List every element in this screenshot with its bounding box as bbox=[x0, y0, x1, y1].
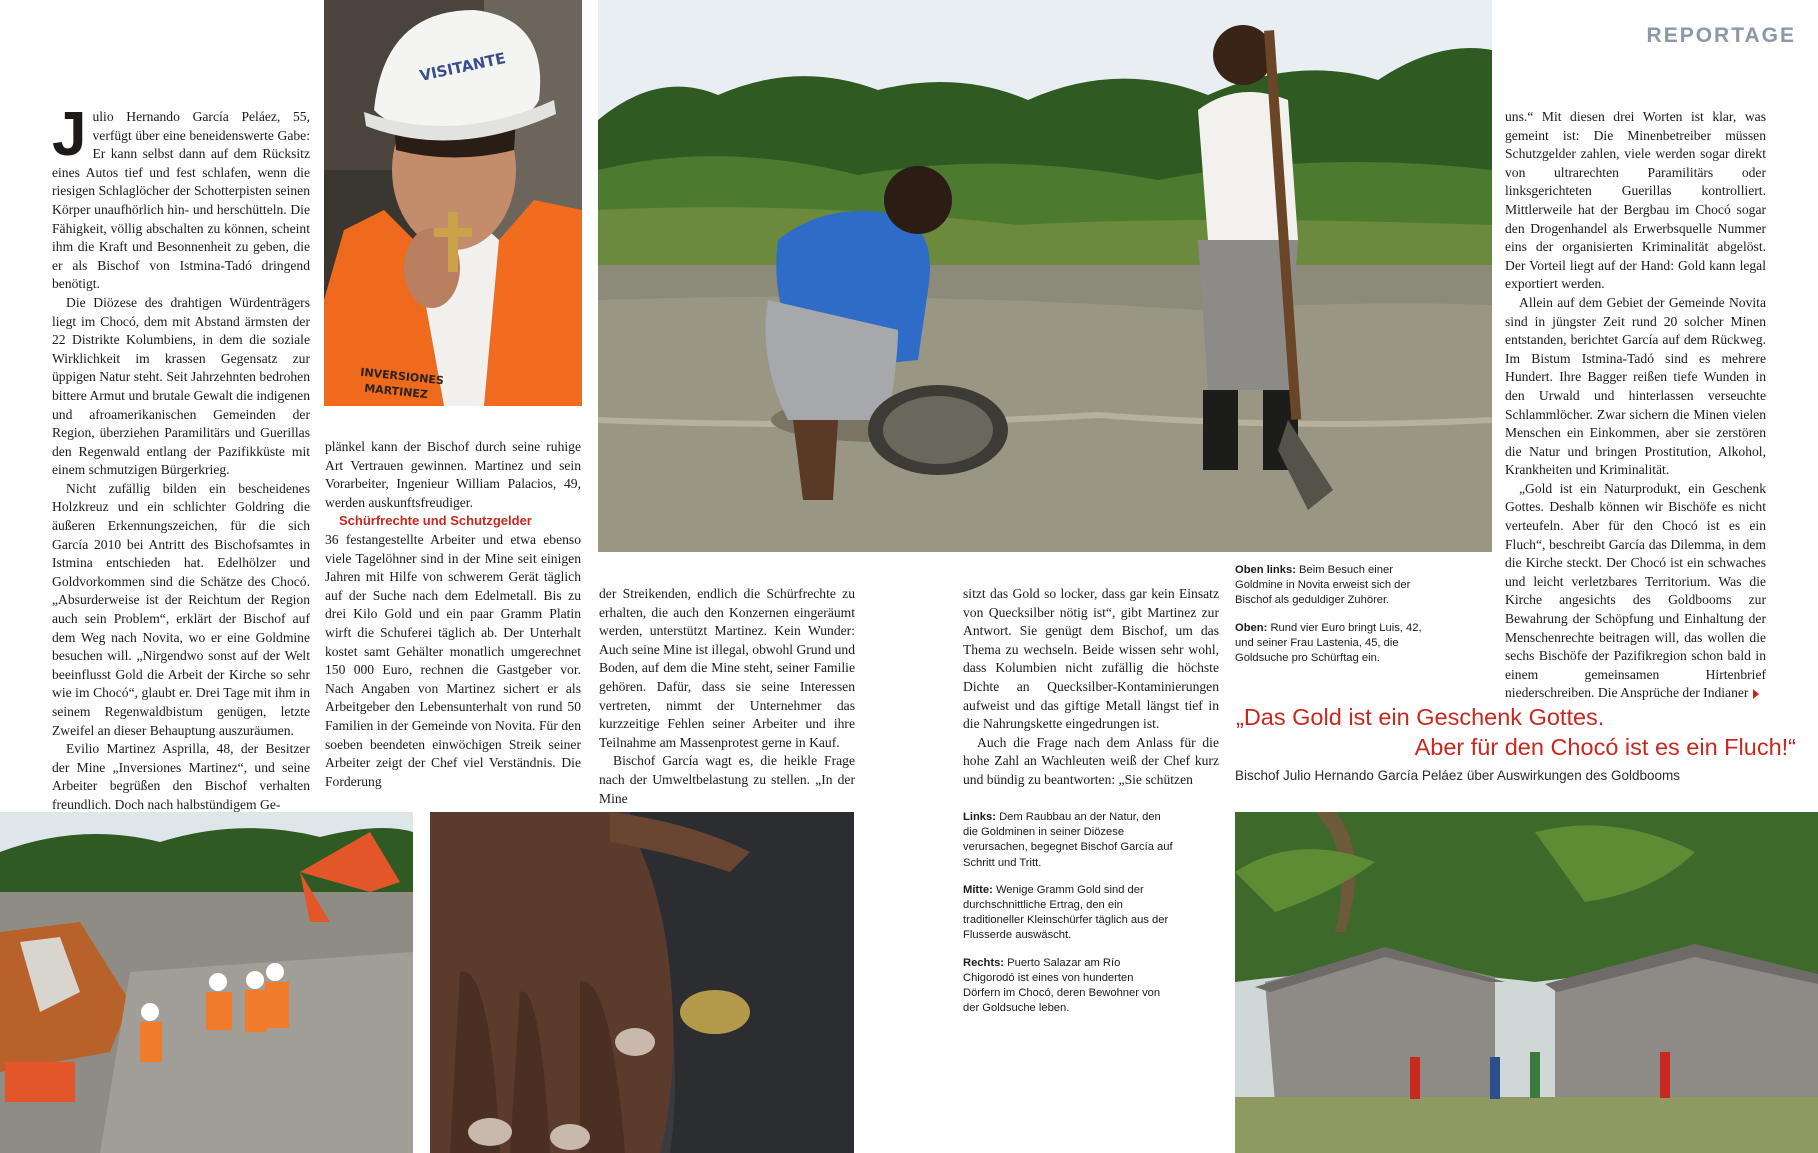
caption-item: Rechts: Puerto Salazar am Río Chigorodó ist eines von hunderten Dörfern im Chocó, deren Bewohner von der Goldsuche leben. bbox=[963, 956, 1161, 1015]
bishop-portrait-image bbox=[324, 0, 582, 406]
article-paragraph: Evilio Martinez Asprilla, 48, der Besitzer der Mine „Inversiones Martinez“, und seine Arbeiter begrüßen den Bischof verhalten freundlich. Doch nach halbstündigem Ge- bbox=[52, 741, 310, 812]
caption-item: Mitte: Wenige Gramm Gold sind der durchschnittliche Ertrag, den ein traditioneller Kleinschürfer täglich aus der Flusserde auswäscht. bbox=[963, 883, 1169, 942]
article-column-4 bbox=[963, 585, 1219, 790]
caption-item: Oben: Rund vier Euro bringt Luis, 42, und seiner Frau Lastenia, 45, die Goldsuche pro Schürftag ein. bbox=[1235, 621, 1422, 665]
river-panning-image bbox=[598, 0, 1492, 552]
article-paragraph: Nicht zufällig bilden ein bescheidenes Holzkreuz und ein schlichter Goldring die äußeren Erkennungszeichen, für die sich García 2010 bei Antritt des Bischofsamtes in Istmina entschieden hat. Edelhölzer und Goldvorkommen sind die Schätze des Chocó. „Absurderweise ist der Reichtum der Region auch sein Problem“, erklärt der Bischof auf dem Weg nach Novita, wo er eine Goldmine besuchen will. „Nirgendwo sonst auf der Welt beeinflusst Gold die Arbeit der Kirche so sehr wie im Chocó“, glaubt er. Drei Tage mit ihm in seinem Regenwaldbistum genügen, letzte Zweifel an dieser Behauptung auszuräumen. bbox=[52, 480, 310, 738]
caption-item: Oben links: Beim Besuch einer Goldmine in Novita erweist sich der Bischof als geduldiger Zuhörer. bbox=[1235, 564, 1411, 607]
section-label: REPORTAGE bbox=[1646, 24, 1796, 47]
article-column-3 bbox=[599, 585, 855, 808]
pull-quote-attribution: Bischof Julio Hernando García Peláez über Auswirkungen des Goldbooms bbox=[1235, 768, 1680, 783]
caption-item: Links: Dem Raubbau an der Natur, den die Goldminen in seiner Diözese verursachen, begegnet Bischof García auf Schritt und Tritt. bbox=[963, 811, 1173, 869]
gold-hand-image bbox=[430, 812, 854, 1153]
pull-quote-line2: Aber für den Chocó ist es ein Fluch!“ bbox=[1414, 734, 1796, 760]
article-column-1 bbox=[52, 100, 310, 815]
article-paragraph: der Streikenden, endlich die Schürfrechte zu erhalten, die auch den Konzernen eingeräumt werden, unterstützt Martinez. Kein Wunder: Auch seine Mine ist illegal, obwohl Grund und Boden, auf dem die Mine steht, seiner Familie gehören. Dafür, dass sie seine Interessen vertreten, nimmt der Unternehmer das kurzzeitige Fehlen seiner Arbeiter und ihre Teilnahme am Massenprotest gerne in Kauf. bbox=[599, 586, 855, 750]
article-paragraph: sitzt das Gold so locker, dass gar kein Einsatz von Quecksilber nötig ist“, gibt Martinez zur Antwort. Sie genügt dem Bischof, um das Thema zu wechseln. Beide wissen sehr wohl, dass Kolumbien nicht zufällig die höchste Dichte an Quecksilber-Kontaminierungen aufweist und das giftige Metall längst tief in die Nahrungskette eingedrungen ist. bbox=[963, 586, 1219, 732]
article-paragraph: Die Diözese des drahtigen Würdenträgers liegt im Chocó, dem mit Abstand ärmsten der 22 Distrikte Kolumbiens, in dem die soziale Wirklichkeit im krassen Gegensatz zur üppigen Natur steht. Seit Jahrzehnten bedrohen bittere Armut und brutale Gewalt die indigenen und afroamerikanischen Gemeinden der Region, überziehen Paramilitärs und Guerillas den Regenwald entlang der Pazifikküste mit einem schmutzigen Bürgerkrieg. bbox=[52, 294, 310, 478]
caption-bottom bbox=[963, 810, 1173, 1028]
article-paragraph: Julio Hernando García Peláez, 55, verfügt über eine beneidenswerte Gabe: Er kann selbst dann auf dem Rücksitz eines Autos tief und fest schlafen, wenn die riesigen Schlaglöcher der Schotterpisten seinen Körper unaufhörlich hin- und herschütteln. Die Fähigkeit, völlig abschalten zu können, scheint ihm die Kraft und Besonnenheit zu geben, die er als Bischof von Istmina-Tadó dringend benötigt. bbox=[52, 100, 310, 292]
village-image bbox=[1235, 812, 1818, 1153]
continue-arrow-icon bbox=[1753, 689, 1759, 699]
photo-bishop-portrait bbox=[324, 0, 582, 406]
photo-mine-site bbox=[0, 812, 413, 1153]
article-paragraph: „Gold ist ein Naturprodukt, ein Geschenk Gottes. Deshalb können wir Bischöfe es nicht verteufeln. Aber für den Chocó ist es ein Fluch“, beschreibt García das Dilemma, in dem die Kirche steckt. Der Chocó ist ein schwaches und leicht verletzbares Territorium. Was die Kirche angesichts des Goldbooms zur Bewahrung der Schöpfung und Einhaltung der Menschenrechte beitragen will, das wollen die sechs Bischöfe der Pazifikregion schon bald in einem gemeinsamen Hirtenbrief niederschreiben. Die Ansprüche der Indianer bbox=[1505, 480, 1766, 701]
article-paragraph: plänkel kann der Bischof durch seine ruhige Art Vertrauen gewinnen. Martinez und sein Vorarbeiter, Ingenieur William Palacios, 49, werden auskunftsfreudiger. bbox=[325, 439, 581, 510]
article-column-5 bbox=[1505, 108, 1766, 703]
vest-text-line2: MARTINEZ bbox=[363, 381, 429, 402]
helmet-text: VISITANTE bbox=[418, 49, 508, 85]
vest-text-line1: INVERSIONES bbox=[359, 365, 445, 388]
article-subhead: Schürfrechte und Schutzgelder bbox=[339, 513, 532, 529]
drop-cap: J bbox=[52, 100, 87, 169]
article-paragraph: 36 festangestellte Arbeiter und etwa ebenso viele Tagelöhner sind in der Mine seit einigen Jahren mit Hilfe von schwerem Gerät täglich auf der Suche nach dem Edelmetall. Bis zu drei Kilo Gold und ein paar Gramm Platin wirft die Schuferei täglich ab. Der Unterhalt kostet samt Gehälter monatlich umgerechnet 150 000 Euro, rechnen die Gastgeber vor. Nach Angaben von Martinez sichert er als Arbeitgeber den Lebensunterhalt von rund 50 Familien in der Gemeinde von Novita. Für den soeben beendeten einwöchigen Streik seiner Arbeiter zeigt der Chef viel Verständnis. Die Forderung bbox=[325, 531, 581, 789]
article-paragraph: Allein auf dem Gebiet der Gemeinde Novita sind in jüngster Zeit rund 20 solcher Minen entstanden, berichtet García auf dem Rückweg. Im Bistum Istmina-Tadó sind es mehrere Hundert. Ihre Bagger reißen tiefe Wunden in den Urwald und hinterlassen verseuchte Schlammlöcher. Zwar sichern die Minen vielen Menschen ein Einkommen, aber sie zerstören die Natur und bringen Prostitution, Alkohol, Krankheiten und Kriminalität. bbox=[1505, 294, 1766, 478]
article-paragraph: Auch die Frage nach dem Anlass für die hohe Zahl an Wachleuten weiß der Chef kurz und bündig zu beantworten: „Sie schützen bbox=[963, 734, 1219, 787]
photo-village bbox=[1235, 812, 1818, 1153]
photo-river-panning bbox=[598, 0, 1492, 552]
mine-site-image bbox=[0, 812, 413, 1153]
pull-quote bbox=[1236, 702, 1796, 762]
article-column-2 bbox=[325, 438, 581, 791]
caption-top bbox=[1235, 563, 1425, 678]
photo-gold-hand bbox=[430, 812, 854, 1153]
article-paragraph: uns.“ Mit diesen drei Worten ist klar, was gemeint ist: Die Minenbetreiber müssen Schutzgelder zahlen, viele werden sogar direkt von ultrarechten Paramilitärs oder linksgerichteten Guerillas kontrolliert. Mittlerweile hat der Bergbau im Chocó sogar den Drogenhandel als Erwerbsquelle Nummer eins der organisierten Kriminalität abgelöst. Der Vorteil liegt auf der Hand: Gold kann legal exportiert werden. bbox=[1505, 109, 1766, 292]
pull-quote-line1: „Das Gold ist ein Geschenk Gottes. bbox=[1236, 704, 1605, 730]
article-paragraph: Bischof García wagt es, die heikle Frage nach der Umweltbelastung zu stellen. „In der Mine bbox=[599, 753, 855, 806]
